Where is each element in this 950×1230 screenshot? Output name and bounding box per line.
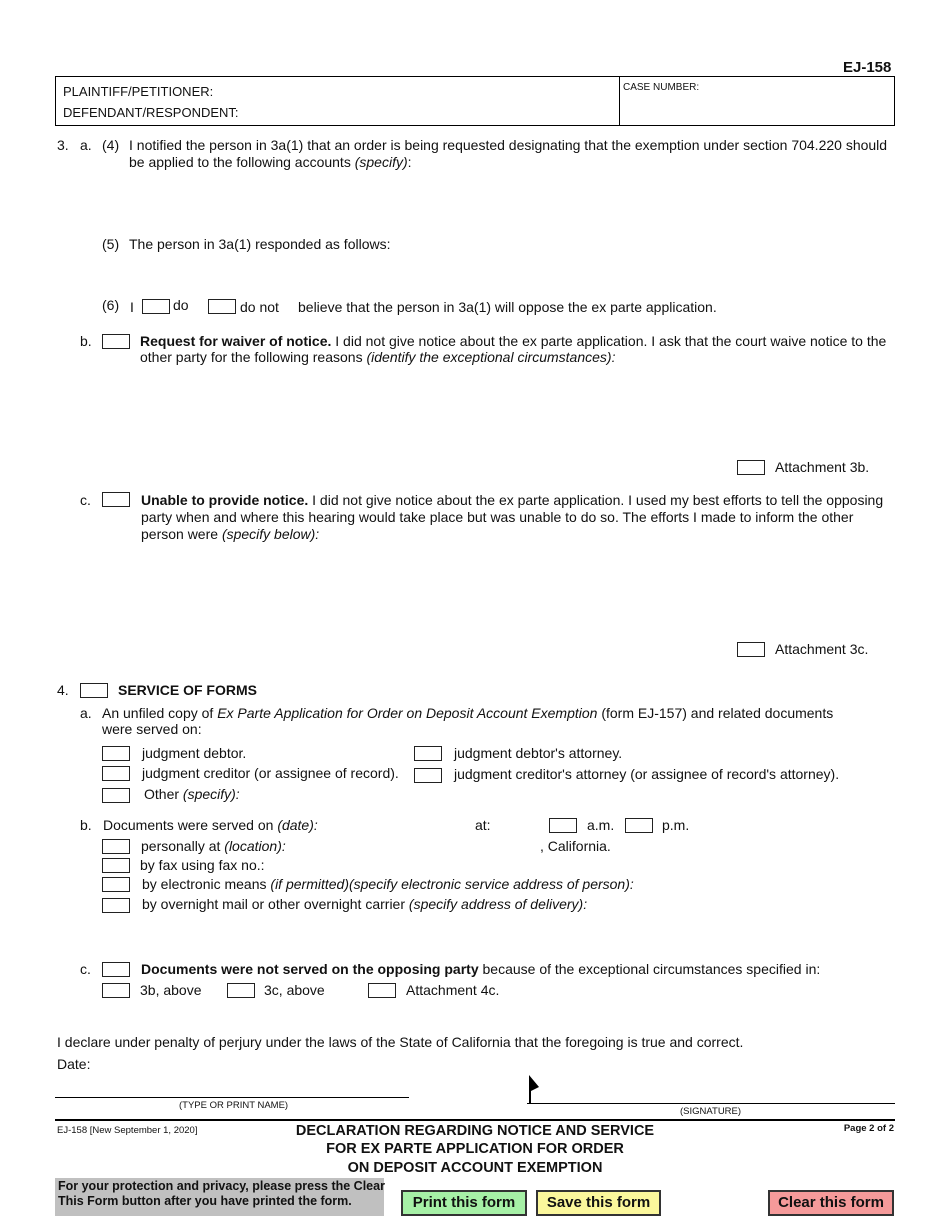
item3c-italic: (specify below): (221, 526, 320, 542)
item3a4-number: (4) (102, 137, 120, 153)
item3a6-i: I (130, 299, 134, 315)
waiver-notice-checkbox[interactable] (102, 334, 130, 349)
form-id: EJ-158 (843, 59, 892, 76)
attachment-3c-label: Attachment 3c. (775, 641, 869, 657)
date-label: Date: (57, 1056, 91, 1072)
item3c-text3: person were (141, 526, 219, 542)
item4a-text1b: (form EJ-157) and related documents (601, 705, 834, 721)
attachment-4c-label: Attachment 4c. (406, 982, 500, 998)
privacy-line2: This Form button after you have printed the form. (58, 1194, 352, 1208)
item3a5-text: The person in 3a(1) responded as follows: (129, 236, 391, 252)
electronic-hint: (if permitted)(specify electronic service address of person): (270, 876, 634, 892)
item4c-label: c. (80, 961, 91, 977)
item3b-label: b. (80, 333, 92, 349)
item3a6-number: (6) (102, 297, 120, 313)
service-of-forms-title: SERVICE OF FORMS (118, 682, 257, 698)
print-form-button[interactable]: Print this form (401, 1190, 527, 1216)
attachment-3c-checkbox[interactable] (737, 642, 765, 657)
not-served-checkbox[interactable] (102, 962, 130, 977)
item3b-text2: other party for the following reasons (140, 349, 363, 365)
footer-title-line3: ON DEPOSIT ACCOUNT EXEMPTION (347, 1160, 603, 1176)
judgment-creditor-checkbox[interactable] (102, 766, 130, 781)
served-at-label: at: (475, 817, 491, 833)
overnight-text: by overnight mail or other overnight carrier (142, 896, 406, 912)
caption-divider (619, 77, 620, 125)
declaration-text: I declare under penalty of perjury under the laws of the State of California that the foregoing is true and correct. (57, 1034, 744, 1050)
personally-checkbox[interactable] (102, 839, 130, 854)
signature-label: (SIGNATURE) (680, 1106, 742, 1117)
electronic-text: by electronic means (142, 876, 267, 892)
do-not-label: do not (240, 299, 279, 315)
fax-checkbox[interactable] (102, 858, 130, 873)
am-checkbox[interactable] (549, 818, 577, 833)
am-label: a.m. (587, 817, 615, 833)
plaintiff-label: PLAINTIFF/PETITIONER: (63, 84, 214, 99)
item3c-line2: party when and where this hearing would take place but was unable to do so. The efforts I made to inform the other (141, 509, 854, 525)
see-3b-label: 3b, above (140, 982, 202, 998)
pm-label: p.m. (662, 817, 690, 833)
item4a-text1: An unfiled copy of (102, 705, 214, 721)
privacy-line1: For your protection and privacy, please press the Clear (58, 1179, 385, 1193)
item3a4-line2 (129, 154, 412, 170)
footer-title-line1: DECLARATION REGARDING NOTICE AND SERVICE (295, 1123, 655, 1139)
attachment-4c-checkbox[interactable] (368, 983, 396, 998)
do-not-checkbox[interactable] (208, 299, 236, 314)
item3b-line1 (140, 333, 886, 349)
not-served-rest: because of the exceptional circumstances specified in: (478, 961, 821, 977)
waiver-notice-heading: Request for waiver of notice. (140, 333, 332, 349)
see-3c-checkbox[interactable] (227, 983, 255, 998)
item3c-line1 (141, 492, 883, 508)
judgment-creditor-label: judgment creditor (or assignee of record). (142, 765, 399, 781)
item4b-label: b. (80, 817, 92, 833)
personally-text: personally at (141, 838, 221, 854)
do-label: do (173, 297, 189, 313)
ex-parte-form-name: Ex Parte Application for Order on Deposit Account Exemption (217, 705, 598, 721)
print-name-label: (TYPE OR PRINT NAME) (179, 1100, 289, 1111)
overnight-label (142, 896, 587, 912)
item3c-label: c. (80, 492, 91, 508)
see-3c-label: 3c, above (264, 982, 325, 998)
judgment-debtor-checkbox[interactable] (102, 746, 130, 761)
item3b-line2 (140, 349, 615, 365)
item3a4-line2-text: be applied to the following accounts (129, 154, 351, 170)
judgment-creditor-attorney-checkbox[interactable] (414, 768, 442, 783)
footer-rule (55, 1119, 895, 1121)
unable-notice-checkbox[interactable] (102, 492, 130, 507)
location-hint: (location): (224, 838, 286, 854)
print-name-line (55, 1097, 409, 1098)
other-label (144, 786, 240, 802)
item4-number: 4. (57, 682, 69, 698)
served-on-date-label (103, 817, 318, 833)
item3a5-number: (5) (102, 236, 120, 252)
service-of-forms-checkbox[interactable] (80, 683, 108, 698)
item3a6-text: believe that the person in 3a(1) will oppose the ex parte application. (298, 299, 717, 315)
case-number-label: CASE NUMBER: (623, 82, 700, 93)
california-label: , California. (540, 838, 611, 854)
overnight-checkbox[interactable] (102, 898, 130, 913)
attachment-3b-label: Attachment 3b. (775, 459, 870, 475)
item4a-line1 (102, 705, 833, 721)
served-on-text: Documents were served on (103, 817, 274, 833)
served-date-hint: (date): (277, 817, 318, 833)
clear-form-button[interactable]: Clear this form (768, 1190, 894, 1216)
caption-box (55, 76, 895, 126)
form-revision: EJ-158 [New September 1, 2020] (57, 1125, 198, 1136)
judgment-debtor-attorney-checkbox[interactable] (414, 746, 442, 761)
item3b-italic: (identify the exceptional circumstances): (366, 349, 616, 365)
save-form-button[interactable]: Save this form (536, 1190, 661, 1216)
other-text: Other (144, 786, 180, 802)
electronic-checkbox[interactable] (102, 877, 130, 892)
defendant-label: DEFENDANT/RESPONDENT: (63, 105, 239, 120)
item3c-text1: I did not give notice about the ex parte application. I used my best efforts to tell the opposing (308, 492, 884, 508)
other-checkbox[interactable] (102, 788, 130, 803)
personally-label (141, 838, 286, 854)
item3a4-line1: I notified the person in 3a(1) that an order is being requested designating that the exemption under section 704.220 should (129, 137, 888, 153)
judgment-creditor-attorney-label: judgment creditor's attorney (or assignee of record's attorney). (454, 766, 840, 782)
item3c-line3 (141, 526, 319, 542)
fax-label: by fax using fax no.: (140, 857, 265, 873)
item4a-line2: were served on: (102, 721, 202, 737)
item3a4-specify: (specify) (354, 154, 408, 170)
signature-line (527, 1103, 895, 1104)
item4a-label: a. (80, 705, 92, 721)
do-checkbox[interactable] (142, 299, 170, 314)
page-number: Page 2 of 2 (843, 1123, 894, 1134)
signature-arrow-icon (528, 1075, 542, 1103)
footer-title-line2: FOR EX PARTE APPLICATION FOR ORDER (326, 1141, 624, 1157)
not-served-text (141, 961, 820, 977)
not-served-heading: Documents were not served on the opposing party (141, 961, 479, 977)
other-specify: (specify): (182, 786, 240, 802)
overnight-hint: (specify address of delivery): (408, 896, 588, 912)
pm-checkbox[interactable] (625, 818, 653, 833)
item3b-text1: I did not give notice about the ex parte application. I ask that the court waive notice to the (331, 333, 887, 349)
item3a-label: a. (80, 137, 92, 153)
item3a4-colon: : (407, 154, 412, 170)
judgment-debtor-label: judgment debtor. (142, 745, 247, 761)
see-3b-checkbox[interactable] (102, 983, 130, 998)
privacy-notice (55, 1178, 384, 1216)
electronic-label (142, 876, 634, 892)
attachment-3b-checkbox[interactable] (737, 460, 765, 475)
item3-number: 3. (57, 137, 69, 153)
unable-notice-heading: Unable to provide notice. (141, 492, 309, 508)
judgment-debtor-attorney-label: judgment debtor's attorney. (454, 745, 623, 761)
